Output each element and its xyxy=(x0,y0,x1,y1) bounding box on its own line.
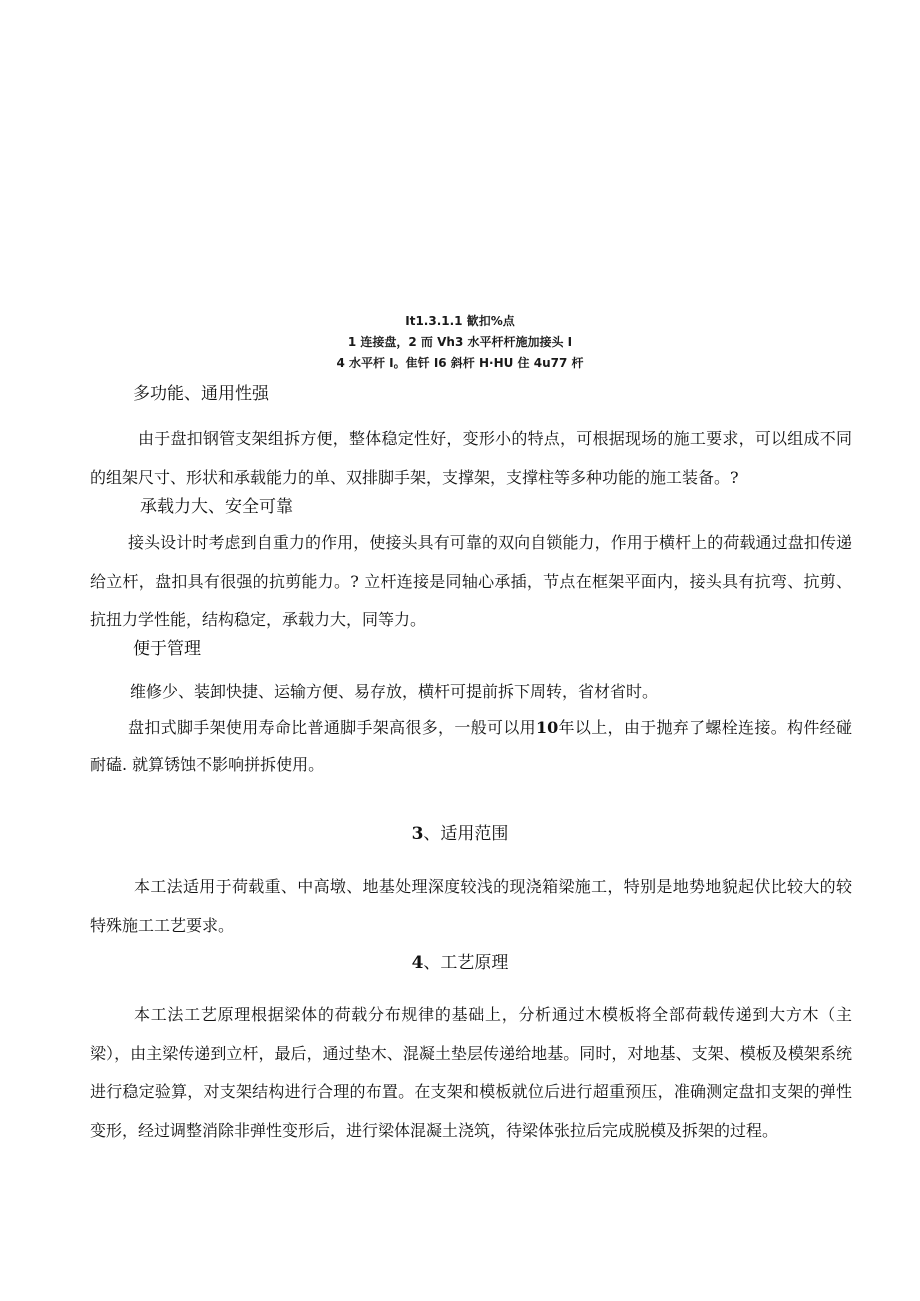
lifespan-years: 10 xyxy=(535,718,559,737)
feature-heading-versatility: 多功能、通用性强 xyxy=(133,384,269,404)
feature-heading-capacity: 承载力大、安全可靠 xyxy=(140,497,293,517)
section-3-paragraph: 本工法适用于荷载重、中高墩、地基处理深度较浅的现浇箱梁施工，特别是地势地貌起伏比较大的较特殊施工工艺要求。 xyxy=(90,877,852,935)
section-3-number: 3 xyxy=(411,824,424,844)
figure-caption-legend-line-1: 1 连接盘，2 而 Vh3 水平杆杆施加接头 I xyxy=(347,335,573,349)
section-4-title xyxy=(0,951,920,975)
section-3-title xyxy=(0,822,920,846)
section-4-number: 4 xyxy=(411,953,424,973)
section-4-title-text: 、工艺原理 xyxy=(423,953,509,973)
section-3-title-text: 、适用范围 xyxy=(423,824,509,844)
figure-caption-title: It1.3.1.1 歓扣%点 xyxy=(405,314,515,328)
lifespan-text-before: 盘扣式脚手架使用寿命比普通脚手架高很多，一般可以用 xyxy=(128,718,536,737)
lifespan-text-after: 年以上，由于抛弃了螺栓连接。构件经碰耐磕. 就算锈蚀不影响拼拆使用。 xyxy=(90,718,852,774)
feature-paragraph-capacity: 接头设计时考虑到自重力的作用，使接头具有可靠的双向自锁能力，作用于横杆上的荷载通过盘扣传递给立杆，盘扣具有很强的抗剪能力。? 立杆连接是同轴心承插，节点在框架平面内，接头具有抗弯、抗剪、抗扭力学性能，结构稳定，承载力大，同等力。 xyxy=(90,533,852,629)
lifespan-paragraph xyxy=(90,709,852,783)
feature-paragraph-management: 维修少、装卸快捷、运输方便、易存放，横杆可提前拆下周转，省材省时。 xyxy=(130,682,659,701)
figure-caption-legend-line-2: 4 水平杆 I。隹钎 I6 斜杆 H·HU 住 4u77 杆 xyxy=(336,356,584,370)
feature-paragraph-versatility: 由于盘扣钢管支架组拆方便，整体稳定性好，变形小的特点，可根据现场的施工要求，可以组成不同的组架尺寸、形状和承载能力的单、双排脚手架，支撑架，支撑柱等多种功能的施工装备。? xyxy=(90,429,852,487)
feature-heading-management: 便于管理 xyxy=(133,639,201,659)
section-4-paragraph: 本工法工艺原理根据梁体的荷载分布规律的基础上，分析通过木模板将全部荷载传递到大方木（主梁），由主梁传递到立杆，最后，通过垫木、混凝土垫层传递给地基。同时，对地基、支架、模板及模架系统进行稳定验算，对支架结构进行合理的布置。在支架和模板就位后进行超重预压，准确测定盘扣支架的弹性变形，经过调整消除非弹性变形后，进行梁体混凝土浇筑，待梁体张拉后完成脱模及拆架的过程。 xyxy=(90,1005,852,1140)
